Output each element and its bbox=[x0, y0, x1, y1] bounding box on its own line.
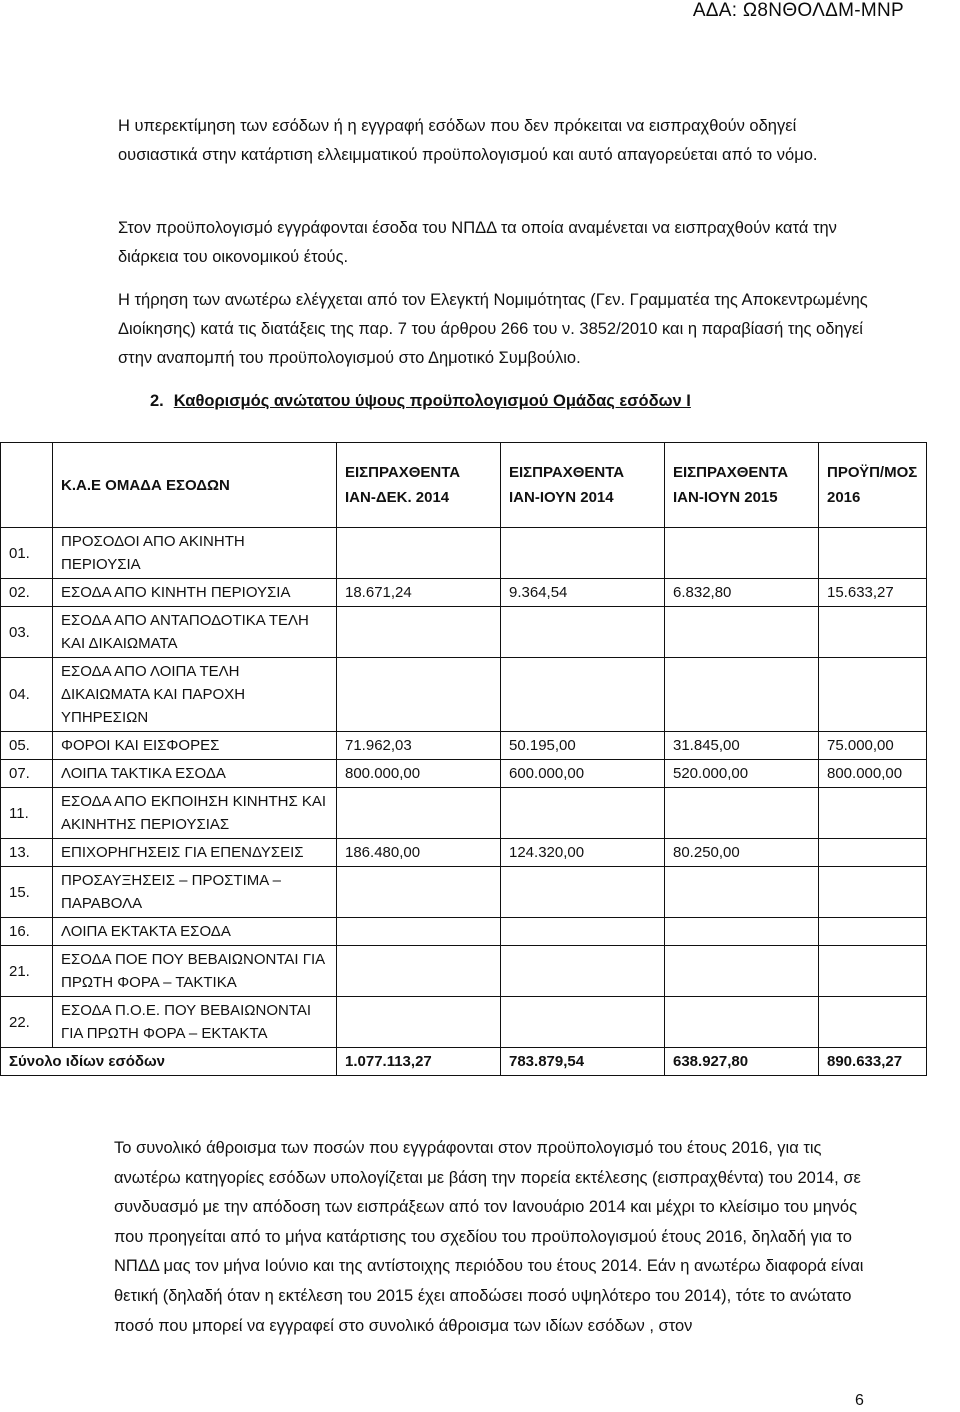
row-value-c bbox=[665, 946, 819, 997]
row-code: 01. bbox=[1, 528, 53, 579]
table-row bbox=[1, 760, 927, 788]
row-value-a bbox=[337, 997, 501, 1048]
table-row bbox=[1, 658, 927, 732]
row-code: 21. bbox=[1, 946, 53, 997]
row-value-d: 75.000,00 bbox=[819, 732, 927, 760]
table-row bbox=[1, 997, 927, 1048]
row-value-b bbox=[501, 997, 665, 1048]
row-value-c: 31.845,00 bbox=[665, 732, 819, 760]
row-value-c bbox=[665, 867, 819, 918]
header-collected-2014-half: ΕΙΣΠΡΑΧΘΕΝΤΑ ΙΑΝ-ΙΟΥΝ 2014 bbox=[501, 443, 665, 528]
row-name: ΛΟΙΠΑ ΕΚΤΑΚΤΑ ΕΣΟΔΑ bbox=[53, 918, 337, 946]
row-value-b bbox=[501, 607, 665, 658]
table-row bbox=[1, 946, 927, 997]
table-total-row bbox=[1, 1048, 927, 1076]
paragraph-revenue-entry: Στον προϋπολογισμό εγγράφονται έσοδα του ΝΠΔΔ τα οποία αναμένεται να εισπραχθούν κατά την διάρκεια του οικονομικού έτούς. bbox=[118, 219, 837, 266]
row-value-d: 15.633,27 bbox=[819, 579, 927, 607]
page-number: 6 bbox=[855, 1392, 864, 1409]
row-name: ΛΟΙΠΑ ΤΑΚΤΙΚΑ ΕΣΟΔΑ bbox=[53, 760, 337, 788]
row-code: 07. bbox=[1, 760, 53, 788]
table-row bbox=[1, 867, 927, 918]
row-value-d: 800.000,00 bbox=[819, 760, 927, 788]
row-name: ΠΡΟΣΑΥΞΗΣΕΙΣ – ΠΡΟΣΤΙΜΑ – ΠΑΡΑΒΟΛΑ bbox=[53, 867, 337, 918]
paragraph-overestimation: Η υπερεκτίμηση των εσόδων ή η εγγραφή εσόδων που δεν πρόκειται να εισπραχθούν οδηγεί ουσιαστικά στην κατάρτιση ελλειμματικού προϋπολογισμού και αυτό απαγορεύεται από το νόμο. bbox=[118, 117, 818, 164]
table-row bbox=[1, 788, 927, 839]
table-row bbox=[1, 839, 927, 867]
row-value-a bbox=[337, 658, 501, 732]
row-code: 22. bbox=[1, 997, 53, 1048]
row-value-c bbox=[665, 788, 819, 839]
row-value-a: 186.480,00 bbox=[337, 839, 501, 867]
row-code: 16. bbox=[1, 918, 53, 946]
header-code bbox=[1, 443, 53, 528]
row-code: 03. bbox=[1, 607, 53, 658]
row-value-b: 600.000,00 bbox=[501, 760, 665, 788]
row-value-b bbox=[501, 788, 665, 839]
row-value-d bbox=[819, 607, 927, 658]
row-value-c bbox=[665, 528, 819, 579]
row-value-d bbox=[819, 946, 927, 997]
table-row bbox=[1, 607, 927, 658]
paragraph-legality-check: Η τήρηση των ανωτέρω ελέγχεται από τον Ελεγκτή Νομιμότητας (Γεν. Γραμματέα της Αποκεντρωμένης Διοίκησης) κατά τις διατάξεις της παρ. 7 του άρθρου 266 του ν. 3852/2010 και η παραβίασή της οδηγεί στην αναπομπή του προϋπολογισμού στο Δημοτικό Συμβούλιο. bbox=[118, 291, 868, 367]
total-value-a: 1.077.113,27 bbox=[337, 1048, 501, 1076]
row-value-d bbox=[819, 997, 927, 1048]
row-value-b bbox=[501, 918, 665, 946]
row-value-b: 9.364,54 bbox=[501, 579, 665, 607]
total-value-d: 890.633,27 bbox=[819, 1048, 927, 1076]
ada-code: ΑΔΑ: Ω8ΝΘΟΛΔΜ-ΜΝΡ bbox=[692, 0, 904, 21]
table-row bbox=[1, 918, 927, 946]
row-value-b bbox=[501, 528, 665, 579]
row-name: ΕΣΟΔΑ ΑΠΟ ΕΚΠΟΙΗΣΗ ΚΙΝΗΤΗΣ ΚΑΙ ΑΚΙΝΗΤΗΣ ΠΕΡΙΟΥΣΙΑΣ bbox=[53, 788, 337, 839]
section-title: Καθορισμός ανώτατου ύψους προϋπολογισμού Ομάδας εσόδων Ι bbox=[173, 392, 691, 410]
row-code: 05. bbox=[1, 732, 53, 760]
row-value-c bbox=[665, 658, 819, 732]
row-value-b bbox=[501, 946, 665, 997]
header-budget-2016: ΠΡΟΫΠ/ΜΟΣ 2016 bbox=[819, 443, 927, 528]
table-row bbox=[1, 732, 927, 760]
table-row bbox=[1, 579, 927, 607]
row-value-c: 80.250,00 bbox=[665, 839, 819, 867]
total-label: Σύνολο ιδίων εσόδων bbox=[1, 1048, 337, 1076]
row-value-d bbox=[819, 528, 927, 579]
row-value-a: 71.962,03 bbox=[337, 732, 501, 760]
row-name: ΕΣΟΔΑ ΑΠΟ ΑΝΤΑΠΟΔΟΤΙΚΑ ΤΕΛΗ ΚΑΙ ΔΙΚΑΙΩΜΑΤΑ bbox=[53, 607, 337, 658]
table-row bbox=[1, 528, 927, 579]
row-value-c bbox=[665, 997, 819, 1048]
row-value-b: 124.320,00 bbox=[501, 839, 665, 867]
row-value-a bbox=[337, 607, 501, 658]
row-name: ΕΣΟΔΑ ΑΠΟ ΛΟΙΠΑ ΤΕΛΗ ΔΙΚΑΙΩΜΑΤΑ ΚΑΙ ΠΑΡΟΧΗ ΥΠΗΡΕΣΙΩΝ bbox=[53, 658, 337, 732]
row-code: 02. bbox=[1, 579, 53, 607]
row-value-d bbox=[819, 788, 927, 839]
table-header-row bbox=[1, 443, 927, 528]
section-heading bbox=[150, 392, 691, 411]
row-value-c: 6.832,80 bbox=[665, 579, 819, 607]
row-value-a bbox=[337, 918, 501, 946]
revenue-table bbox=[0, 442, 927, 1076]
total-value-c: 638.927,80 bbox=[665, 1048, 819, 1076]
row-value-d bbox=[819, 658, 927, 732]
row-value-d bbox=[819, 867, 927, 918]
row-value-a bbox=[337, 867, 501, 918]
row-value-a: 18.671,24 bbox=[337, 579, 501, 607]
paragraph-total-calculation: Το συνολικό άθροισμα των ποσών που εγγράφονται στον προϋπολογισμό του έτους 2016, για τις ανωτέρω κατηγορίες εσόδων υπολογίζεται με βάση την πορεία εκτέλεσης (εισπραχθέντα) του 2014, σε συνδυασμό με την απόδοση των εισπράξεων από τον Ιανουάριο 2014 και μέχρι το κλείσιμο του μηνός που προηγείται από το μήνα κατάρτισης του σχεδίου του προϋπολογισμού έτους 2016, δηλαδή για το ΝΠΔΔ μας τον μήνα Ιούνιο και της αντίστοιχης περιόδου του έτους 2014. Εάν η ανωτέρω διαφορά είναι θετική (δηλαδή όταν η εκτέλεση του 2015 έχει αποδώσει ποσό υψηλότερο του 2014), τότε το ανώτατο ποσό που μπορεί να εγγραφεί στο συνολικό άθροισμα των ιδίων εσόδων , στον bbox=[114, 1139, 864, 1335]
row-name: ΕΠΙΧΟΡΗΓΗΣΕΙΣ ΓΙΑ ΕΠΕΝΔΥΣΕΙΣ bbox=[53, 839, 337, 867]
row-value-c: 520.000,00 bbox=[665, 760, 819, 788]
section-number: 2. bbox=[150, 392, 164, 410]
header-collected-2014-full: ΕΙΣΠΡΑΧΘΕΝΤΑ ΙΑΝ-ΔΕΚ. 2014 bbox=[337, 443, 501, 528]
row-value-a bbox=[337, 788, 501, 839]
row-code: 11. bbox=[1, 788, 53, 839]
row-name: ΕΣΟΔΑ ΑΠΟ ΚΙΝΗΤΗ ΠΕΡΙΟΥΣΙΑ bbox=[53, 579, 337, 607]
row-value-d bbox=[819, 918, 927, 946]
row-value-d bbox=[819, 839, 927, 867]
row-code: 04. bbox=[1, 658, 53, 732]
row-code: 13. bbox=[1, 839, 53, 867]
header-collected-2015-half: ΕΙΣΠΡΑΧΘΕΝΤΑ ΙΑΝ-ΙΟΥΝ 2015 bbox=[665, 443, 819, 528]
row-name: ΕΣΟΔΑ Π.Ο.Ε. ΠΟΥ ΒΕΒΑΙΩΝΟΝΤΑΙ ΓΙΑ ΠΡΩΤΗ ΦΟΡΑ – ΕΚΤΑΚΤΑ bbox=[53, 997, 337, 1048]
row-name: ΦΟΡΟΙ ΚΑΙ ΕΙΣΦΟΡΕΣ bbox=[53, 732, 337, 760]
row-value-a bbox=[337, 528, 501, 579]
row-value-c bbox=[665, 607, 819, 658]
row-value-a: 800.000,00 bbox=[337, 760, 501, 788]
row-value-b bbox=[501, 867, 665, 918]
row-name: ΠΡΟΣΟΔΟΙ ΑΠΟ ΑΚΙΝΗΤΗ ΠΕΡΙΟΥΣΙΑ bbox=[53, 528, 337, 579]
row-name: ΕΣΟΔΑ ΠΟΕ ΠΟΥ ΒΕΒΑΙΩΝΟΝΤΑΙ ΓΙΑ ΠΡΩΤΗ ΦΟΡΑ – ΤΑΚΤΙΚΑ bbox=[53, 946, 337, 997]
row-value-b bbox=[501, 658, 665, 732]
total-value-b: 783.879,54 bbox=[501, 1048, 665, 1076]
row-value-c bbox=[665, 918, 819, 946]
header-group: Κ.Α.Ε ΟΜΑΔΑ ΕΣΟΔΩΝ bbox=[53, 443, 337, 528]
row-value-b: 50.195,00 bbox=[501, 732, 665, 760]
row-code: 15. bbox=[1, 867, 53, 918]
row-value-a bbox=[337, 946, 501, 997]
